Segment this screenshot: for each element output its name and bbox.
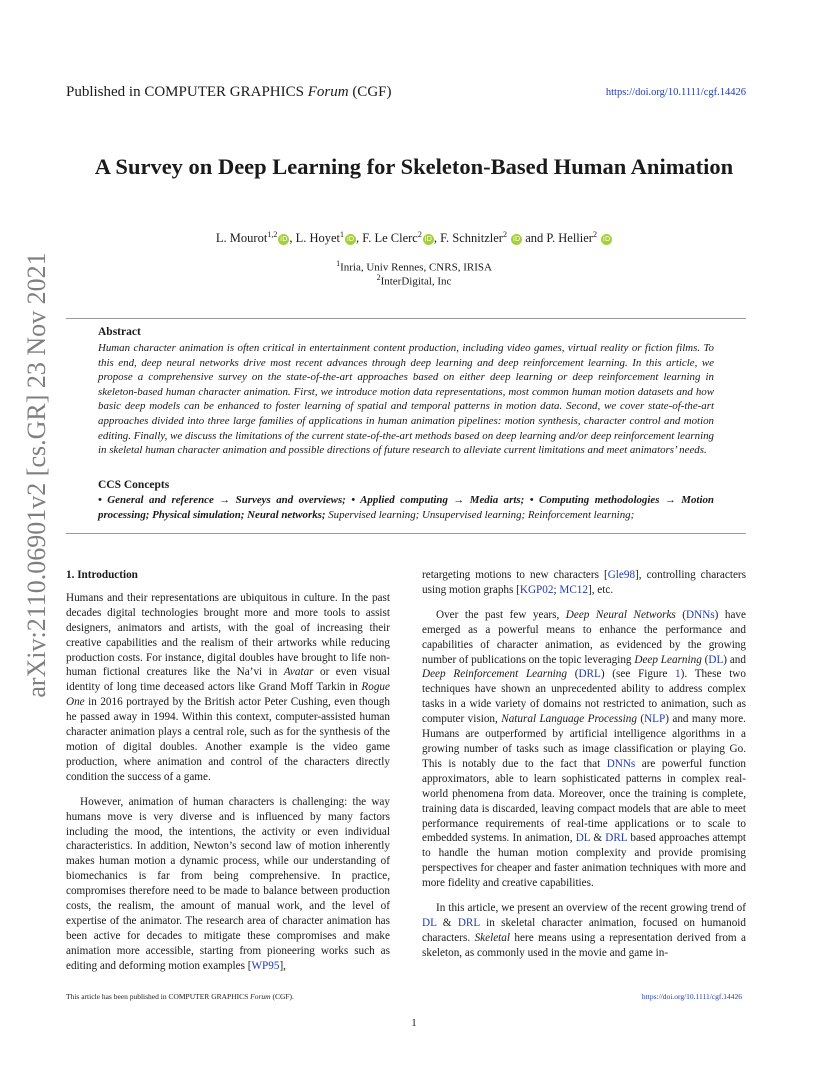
affiliation: $^1$Inria, Univ Rennes, CNRS, IRISA [336,259,492,274]
paper-title: A Survey on Deep Learning for Skeleton-Based Human Animation [94,154,734,179]
author: L. Hoyet$^1$iD [295,230,355,246]
acronym-link[interactable]: DL [708,653,724,666]
divider [66,318,746,319]
paragraph: In this article, we present an overview of the recent growing trend of DL & DRL in skeletal character animation, focused on humanoid characters. Skeletal here means using a representation derived from a skeleton, as commonly used in the movie and game in- [422,902,746,959]
page-number: 1 [411,1017,417,1029]
orcid-icon[interactable]: iD [512,235,521,244]
author-list: L. Mourot$^{1,2}$iD , L. Hoyet$^1$iD , F. Le Clerc$^2$iD , F. Schnitzler$^2$ iD and P. Hellier$^2$ iD [215,230,611,246]
paragraph: Over the past few years, Deep Neural Networks (DNNs) have emerged as a powerful means to enhance the performance and capabilities of character animation, as evidenced by the growing number of publications on the topic leveraging Deep Learning (DL) and Deep Reinforcement Learning (DRL) (see Figure 1). These two techniques have shown an unprecedented ability to address complex tasks in a wide variety of domains not restricted to animation, such as computer vision, Natural Language Processing (NLP) and many more. Humans are outperformed by artificial intelligence algorithms in a growing number of tasks such as image classification or playing Go. This is notably due to the fact that DNNs are powerful function approximators, able to learn sophisticated patterns in complex real-world phenomena from data. Moreover, once the training is complete, training data is discarded, leaving compact models that are able to meet performance requirements of real-time applications or to scale to embedded systems. In animation, DL & DRL based approaches attempt to handle the human motion complexity and provide promising perspectives for cheaper and faster animation techniques with more and more fidelity and creative capabilities. [422,608,747,890]
divider [66,533,746,534]
footer-doi-link[interactable]: https://doi.org/10.1111/cgf.14426 [641,992,742,1001]
right-column [422,568,746,961]
affiliation: $^2$InterDigital, Inc [376,273,452,288]
author: F. Le Clerc$^2$iD [362,230,433,246]
acronym-link[interactable]: DL [575,832,591,845]
author: L. Mourot$^{1,2}$iD [215,230,288,246]
acronym-link[interactable]: DRL [605,832,628,845]
citation-link[interactable]: Gle98 [607,569,636,581]
abstract-text: Human character animation is often critical in entertainment content production, including video games, virtual reality or fiction films. To this end, deep neural networks drive most recent advances through deep learning and deep reinforcement learning. In this article, we propose a comprehensive survey on the state-of-the-art approaches based on either deep learning or deep reinforcement learning in skeleton-based human character animation. First, we introduce motion data representations, most common human motion datasets and how basic deep models can be enhanced to foster learning of spatial and temporal patterns in motion data. Second, we cover state-of-the-art approaches divided into three large families of applications in human animation pipelines: motion synthesis, character control and motion editing. Finally, we discuss the limitations of the current state-of-the-art methods based on deep learning and/or deep reinforcement learning in skeletal human character animation and possible directions of future research to alleviate current limitations and meet animators’ needs. [98,342,714,457]
citation-link[interactable]: MC12 [559,583,588,596]
paragraph: retargeting motions to new characters [Gle98], controlling characters using motion graphs [KGP02; MC12], etc. [422,569,746,596]
ccs-concepts: • General and reference → Surveys and overviews; • Applied computing → Media arts; • Computing methodologies → Motion processing; Physical simulation; Neural networks; Supervised learning; Unsupervised learning; Reinforcement learning; [98,494,714,521]
figure-link[interactable]: 1 [675,668,681,681]
left-column [66,568,390,974]
footer-note: This article has been published in COMPUTER GRAPHICS Forum (CGF). [66,992,294,1001]
journal-header: Published in COMPUTER GRAPHICS Forum (CGF) [66,84,392,100]
acronym-link[interactable]: DRL [578,668,601,681]
section-heading: 1. Introduction [66,569,138,581]
abstract-heading: Abstract [98,326,141,338]
citation-link[interactable]: KGP02 [519,583,554,596]
orcid-icon[interactable]: iD [424,235,433,244]
acronym-link[interactable]: DRL [457,916,480,929]
author: P. Hellier$^2$ iD [546,230,611,246]
ccs-heading: CCS Concepts [98,479,170,491]
paragraph: Humans and their representations are ubiquitous in culture. In the past decades digital technologies brought more and more tools to assist designers, animators and artists, with the goal of increasing their creative capabilities and the realism of their artworks while reducing production costs. For instance, digital doubles have brought to life non-human fictional creatures like the Na’vi in Avatar or even visual identity of long time deceased actors like Grand Moff Tarkin in Rogue One in 2016 portrayed by the British actor Peter Cushing, even though he passed away in 1994. Within this context, computer-assisted human character animation plays a central role, such as for the synthesis of the motion of digital doubles. Another example is the video game production, where animation and control of the characters directly condition the success of a game. [66,591,390,783]
orcid-icon[interactable]: iD [602,235,611,244]
doi-link[interactable]: https://doi.org/10.1111/cgf.14426 [605,87,746,98]
author: F. Schnitzler$^2$ iD [440,230,521,246]
paragraph: However, animation of human characters is challenging: the way humans move is very diverse and is influenced by many factors including the mood, the intentions, the activity or even individual characteristics. In addition, Newton’s second law of motion inherently makes human motion a dynamic process, while our understanding of biomechanics is far from being comprehensive. In practice, compromises therefore need to be made to balance between production costs, the realism, the amount of manual work, and the level of expertise of the animator. The research area of character animation has been active for decades to mitigate these compromises and make animation more accessible, starting from pioneering works such as editing and deforming motion examples [WP95], [66,795,390,972]
acronym-link[interactable]: DNNs [686,608,715,621]
acronym-link[interactable]: NLP [644,713,666,726]
acronym-link[interactable]: DL [422,916,437,929]
orcid-icon[interactable]: iD [280,235,288,244]
citation-link[interactable]: WP95 [251,959,280,972]
acronym-link[interactable]: DNNs [606,757,636,770]
orcid-icon[interactable]: iD [346,235,355,244]
